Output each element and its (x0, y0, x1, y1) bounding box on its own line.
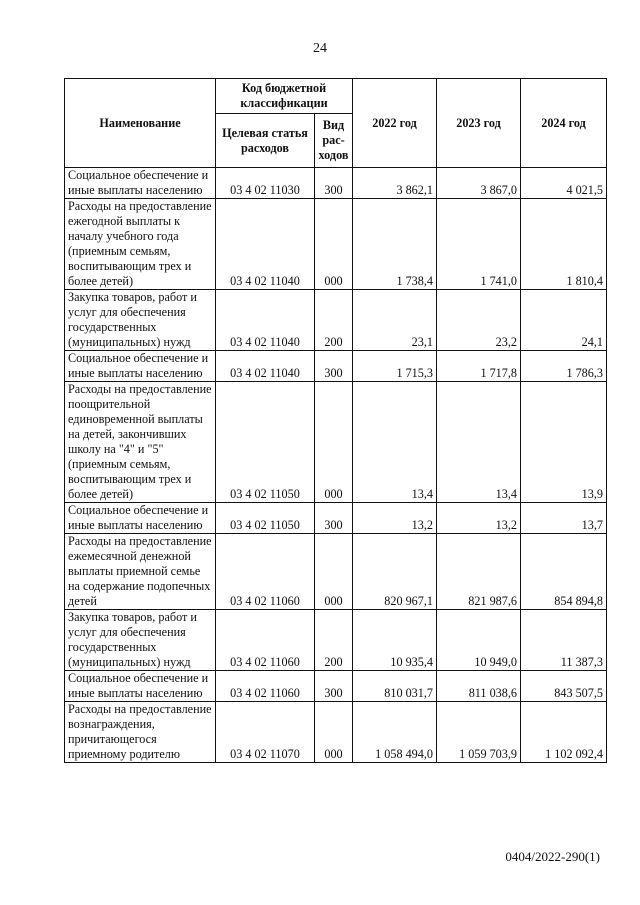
header-target-article: Целевая статья расходов (216, 114, 315, 168)
cell-year-2022: 1 715,3 (353, 351, 437, 382)
table-row (65, 610, 607, 671)
cell-year-2023: 13,2 (437, 503, 521, 534)
table-row (65, 351, 607, 382)
cell-expense-type: 300 (315, 351, 353, 382)
cell-year-2022: 10 935,4 (353, 610, 437, 671)
cell-year-2023: 1 717,8 (437, 351, 521, 382)
page-number: 24 (313, 41, 327, 56)
cell-year-2022: 1 738,4 (353, 199, 437, 290)
cell-year-2022: 13,4 (353, 382, 437, 503)
table-row (65, 199, 607, 290)
cell-year-2023: 821 987,6 (437, 534, 521, 610)
header-year-2023: 2023 год (437, 79, 521, 168)
cell-year-2024: 843 507,5 (521, 671, 607, 702)
document-code: 0404/2022-290(1) (505, 849, 600, 864)
cell-target-article: 03 4 02 11060 (216, 534, 315, 610)
header-year-2022: 2022 год (353, 79, 437, 168)
cell-year-2024: 4 021,5 (521, 168, 607, 199)
cell-year-2024: 854 894,8 (521, 534, 607, 610)
cell-year-2023: 23,2 (437, 290, 521, 351)
cell-year-2022: 820 967,1 (353, 534, 437, 610)
cell-expense-type: 000 (315, 199, 353, 290)
cell-year-2022: 1 058 494,0 (353, 702, 437, 763)
cell-target-article: 03 4 02 11060 (216, 671, 315, 702)
cell-year-2022: 13,2 (353, 503, 437, 534)
table-row (65, 503, 607, 534)
header-expense-type: Вид рас-ходов (315, 114, 353, 168)
cell-expense-type: 300 (315, 168, 353, 199)
cell-name: Расходы на предоставление ежемесячной денежной выплаты приемной семье на содержание подопечных детей (65, 534, 216, 610)
cell-year-2023: 1 059 703,9 (437, 702, 521, 763)
cell-year-2022: 3 862,1 (353, 168, 437, 199)
cell-year-2023: 10 949,0 (437, 610, 521, 671)
cell-target-article: 03 4 02 11040 (216, 290, 315, 351)
cell-target-article: 03 4 02 11040 (216, 351, 315, 382)
cell-name: Расходы на предоставление вознаграждения, причитающегося приемному родителю (65, 702, 216, 763)
cell-year-2022: 23,1 (353, 290, 437, 351)
cell-name: Расходы на предоставление поощрительной единовременной выплаты на детей, закончивших школу на "4" и "5" (приемным семьям, воспитывающим трех и более детей) (65, 382, 216, 503)
header-name: Наименование (65, 79, 216, 168)
table-row (65, 702, 607, 763)
cell-target-article: 03 4 02 11050 (216, 503, 315, 534)
cell-expense-type: 200 (315, 610, 353, 671)
cell-year-2023: 811 038,6 (437, 671, 521, 702)
cell-name: Социальное обеспечение и иные выплаты населению (65, 351, 216, 382)
cell-year-2023: 1 741,0 (437, 199, 521, 290)
cell-year-2024: 13,9 (521, 382, 607, 503)
cell-year-2024: 11 387,3 (521, 610, 607, 671)
cell-name: Расходы на предоставление ежегодной выплаты к началу учебного года (приемным семьям, воспитывающим трех и более детей) (65, 199, 216, 290)
cell-year-2023: 3 867,0 (437, 168, 521, 199)
table-body (65, 168, 607, 763)
cell-year-2024: 1 810,4 (521, 199, 607, 290)
table-header (65, 79, 607, 168)
cell-target-article: 03 4 02 11040 (216, 199, 315, 290)
table-row (65, 534, 607, 610)
cell-year-2022: 810 031,7 (353, 671, 437, 702)
cell-expense-type: 300 (315, 671, 353, 702)
table-row (65, 671, 607, 702)
cell-name: Социальное обеспечение и иные выплаты населению (65, 671, 216, 702)
cell-name: Социальное обеспечение и иные выплаты населению (65, 503, 216, 534)
cell-name: Закупка товаров, работ и услуг для обеспечения государственных (муниципальных) нужд (65, 290, 216, 351)
header-budget-classification: Код бюджетной классификации (216, 79, 353, 114)
cell-year-2024: 13,7 (521, 503, 607, 534)
cell-year-2023: 13,4 (437, 382, 521, 503)
cell-expense-type: 300 (315, 503, 353, 534)
cell-year-2024: 1 102 092,4 (521, 702, 607, 763)
cell-target-article: 03 4 02 11050 (216, 382, 315, 503)
cell-expense-type: 000 (315, 382, 353, 503)
table-row (65, 382, 607, 503)
table-row (65, 168, 607, 199)
cell-name: Социальное обеспечение и иные выплаты населению (65, 168, 216, 199)
cell-target-article: 03 4 02 11060 (216, 610, 315, 671)
cell-target-article: 03 4 02 11030 (216, 168, 315, 199)
cell-expense-type: 000 (315, 534, 353, 610)
cell-name: Закупка товаров, работ и услуг для обеспечения государственных (муниципальных) нужд (65, 610, 216, 671)
cell-year-2024: 24,1 (521, 290, 607, 351)
cell-expense-type: 200 (315, 290, 353, 351)
header-year-2024: 2024 год (521, 79, 607, 168)
table-row (65, 290, 607, 351)
budget-table (64, 78, 607, 763)
cell-target-article: 03 4 02 11070 (216, 702, 315, 763)
cell-year-2024: 1 786,3 (521, 351, 607, 382)
cell-expense-type: 000 (315, 702, 353, 763)
